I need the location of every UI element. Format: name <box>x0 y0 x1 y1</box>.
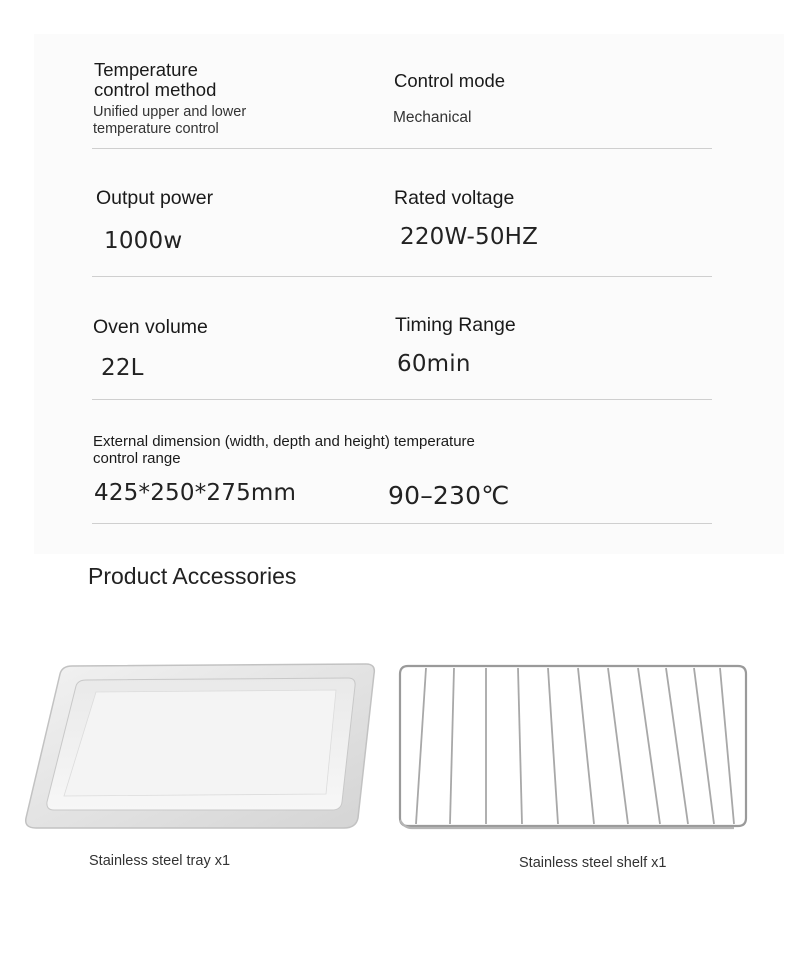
row-divider-1 <box>92 148 712 149</box>
external-dimension-label: External dimension (width, depth and height) temperature control range <box>93 433 475 467</box>
temperature-range-value: 90–230℃ <box>388 481 510 510</box>
oven-volume-label: Oven volume <box>93 316 208 338</box>
rated-voltage-value: 220W-50HZ <box>400 224 539 250</box>
control-mode-label: Control mode <box>394 70 506 91</box>
row-divider-2 <box>92 276 712 277</box>
external-dimension-value: 425*250*275mm <box>94 480 297 506</box>
oven-volume-value: 22L <box>101 355 144 381</box>
accessories-title: Product Accessories <box>88 563 297 589</box>
row-divider-3 <box>92 399 712 400</box>
output-power-value: 1000w <box>104 228 183 254</box>
tray-caption: Stainless steel tray x1 <box>89 853 231 869</box>
timing-range-value: 60min <box>397 351 471 377</box>
stainless-steel-tray-image <box>24 662 380 832</box>
row-divider-4 <box>92 523 712 524</box>
stainless-steel-shelf-image <box>396 662 750 832</box>
rated-voltage-label: Rated voltage <box>394 187 515 209</box>
control-mode-value: Mechanical <box>393 109 472 126</box>
output-power-label: Output power <box>96 187 214 209</box>
timing-range-label: Timing Range <box>395 314 516 336</box>
temperature-control-method-label: Temperature control method <box>94 59 217 100</box>
temperature-control-method-value: Unified upper and lower temperature control <box>93 104 247 137</box>
shelf-caption: Stainless steel shelf x1 <box>519 855 667 871</box>
